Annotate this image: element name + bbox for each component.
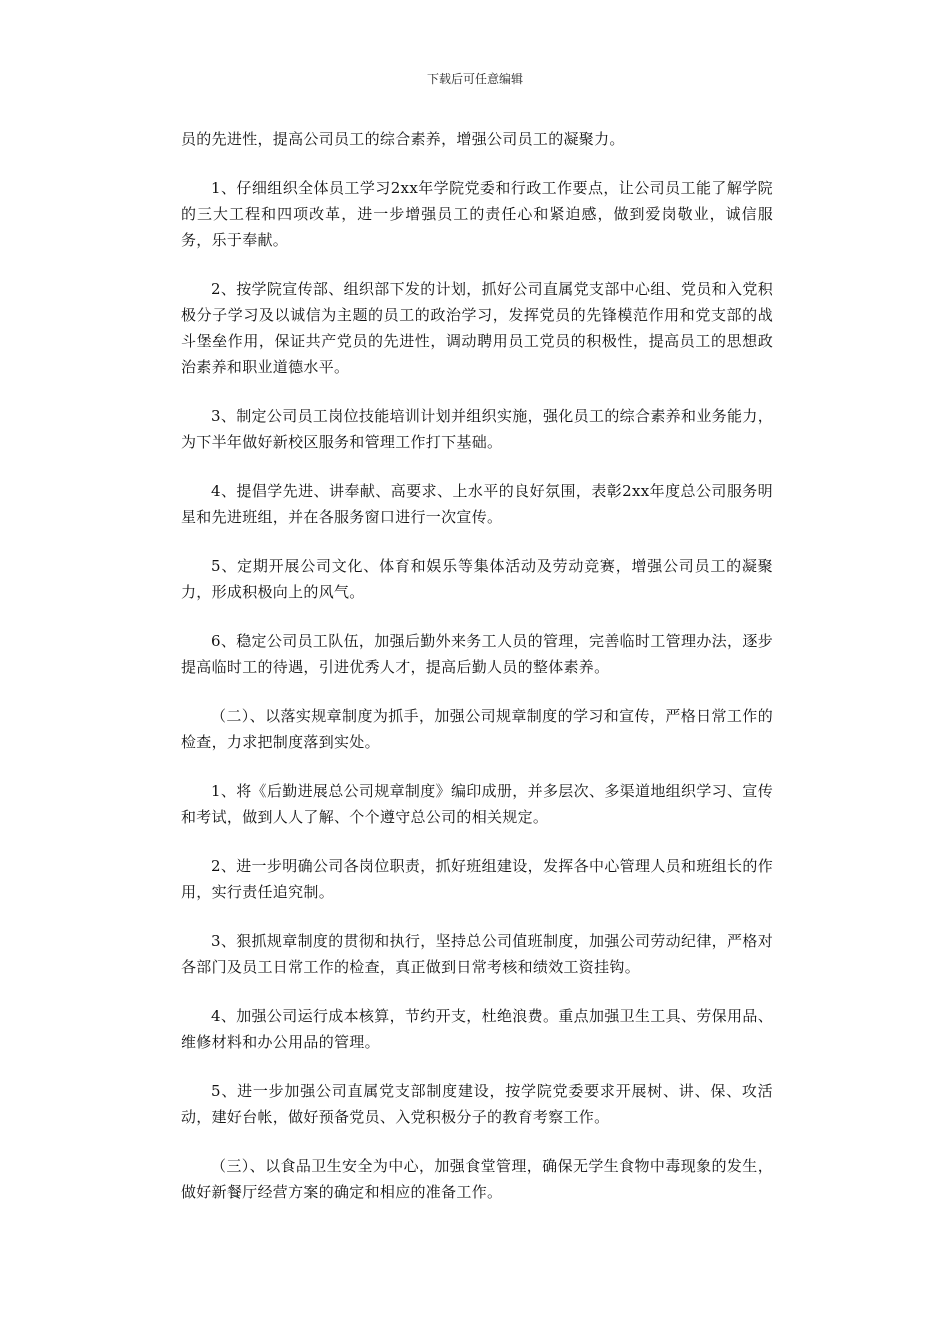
paragraph-section2-item-2: 2、进一步明确公司各岗位职责，抓好班组建设，发挥各中心管理人员和班组长的作用，实行责任追究制。 — [181, 857, 773, 901]
section-heading-3: （三）、以食品卫生安全为中心，加强食堂管理，确保无学生食物中毒现象的发生，做好新餐厅经营方案的确定和相应的准备工作。 — [181, 1157, 773, 1201]
paragraph-item-2: 2、按学院宣传部、组织部下发的计划，抓好公司直属党支部中心组、党员和入党积极分子学习及以诚信为主题的员工的政治学习，发挥党员的先锋模范作用和党支部的战斗堡垒作用，保证共产党员的先进性，调动聘用员工党员的积极性，提高员工的思想政治素养和职业道德水平。 — [181, 280, 773, 376]
paragraph-item-6: 6、稳定公司员工队伍，加强后勤外来务工人员的管理，完善临时工管理办法，逐步提高临时工的待遇，引进优秀人才，提高后勤人员的整体素养。 — [181, 632, 773, 676]
page-header: 下载后可任意编辑 — [426, 72, 523, 86]
document-body — [181, 126, 773, 1228]
paragraph-item-1: 1、仔细组织全体员工学习2xx年学院党委和行政工作要点，让公司员工能了解学院的三大工程和四项改革，进一步增强员工的责任心和紧迫感，做到爱岗敬业，诚信服务，乐于奉献。 — [181, 179, 773, 249]
paragraph-continuation: 员的先进性，提高公司员工的综合素养，增强公司员工的凝聚力。 — [181, 130, 625, 148]
paragraph-section2-item-1: 1、将《后勤进展总公司规章制度》编印成册，并多层次、多渠道地组织学习、宣传和考试，做到人人了解、个个遵守总公司的相关规定。 — [181, 782, 773, 826]
paragraph-item-5: 5、定期开展公司文化、体育和娱乐等集体活动及劳动竞赛，增强公司员工的凝聚力，形成积极向上的风气。 — [181, 557, 773, 601]
paragraph-item-4: 4、提倡学先进、讲奉献、高要求、上水平的良好氛围，表彰2xx年度总公司服务明星和先进班组，并在各服务窗口进行一次宣传。 — [181, 482, 773, 526]
paragraph-item-3: 3、制定公司员工岗位技能培训计划并组织实施，强化员工的综合素养和业务能力，为下半年做好新校区服务和管理工作打下基础。 — [181, 407, 773, 451]
paragraph-section2-item-5: 5、进一步加强公司直属党支部制度建设，按学院党委要求开展树、讲、保、攻活动，建好台帐，做好预备党员、入党积极分子的教育考察工作。 — [181, 1082, 773, 1126]
paragraph-section2-item-3: 3、狠抓规章制度的贯彻和执行，坚持总公司值班制度，加强公司劳动纪律，严格对各部门及员工日常工作的检查，真正做到日常考核和绩效工资挂钩。 — [181, 932, 773, 976]
section-heading-2: （二）、以落实规章制度为抓手，加强公司规章制度的学习和宣传，严格日常工作的检查，力求把制度落到实处。 — [181, 707, 773, 751]
paragraph-section2-item-4: 4、加强公司运行成本核算，节约开支，杜绝浪费。重点加强卫生工具、劳保用品、维修材料和办公用品的管理。 — [181, 1007, 773, 1051]
